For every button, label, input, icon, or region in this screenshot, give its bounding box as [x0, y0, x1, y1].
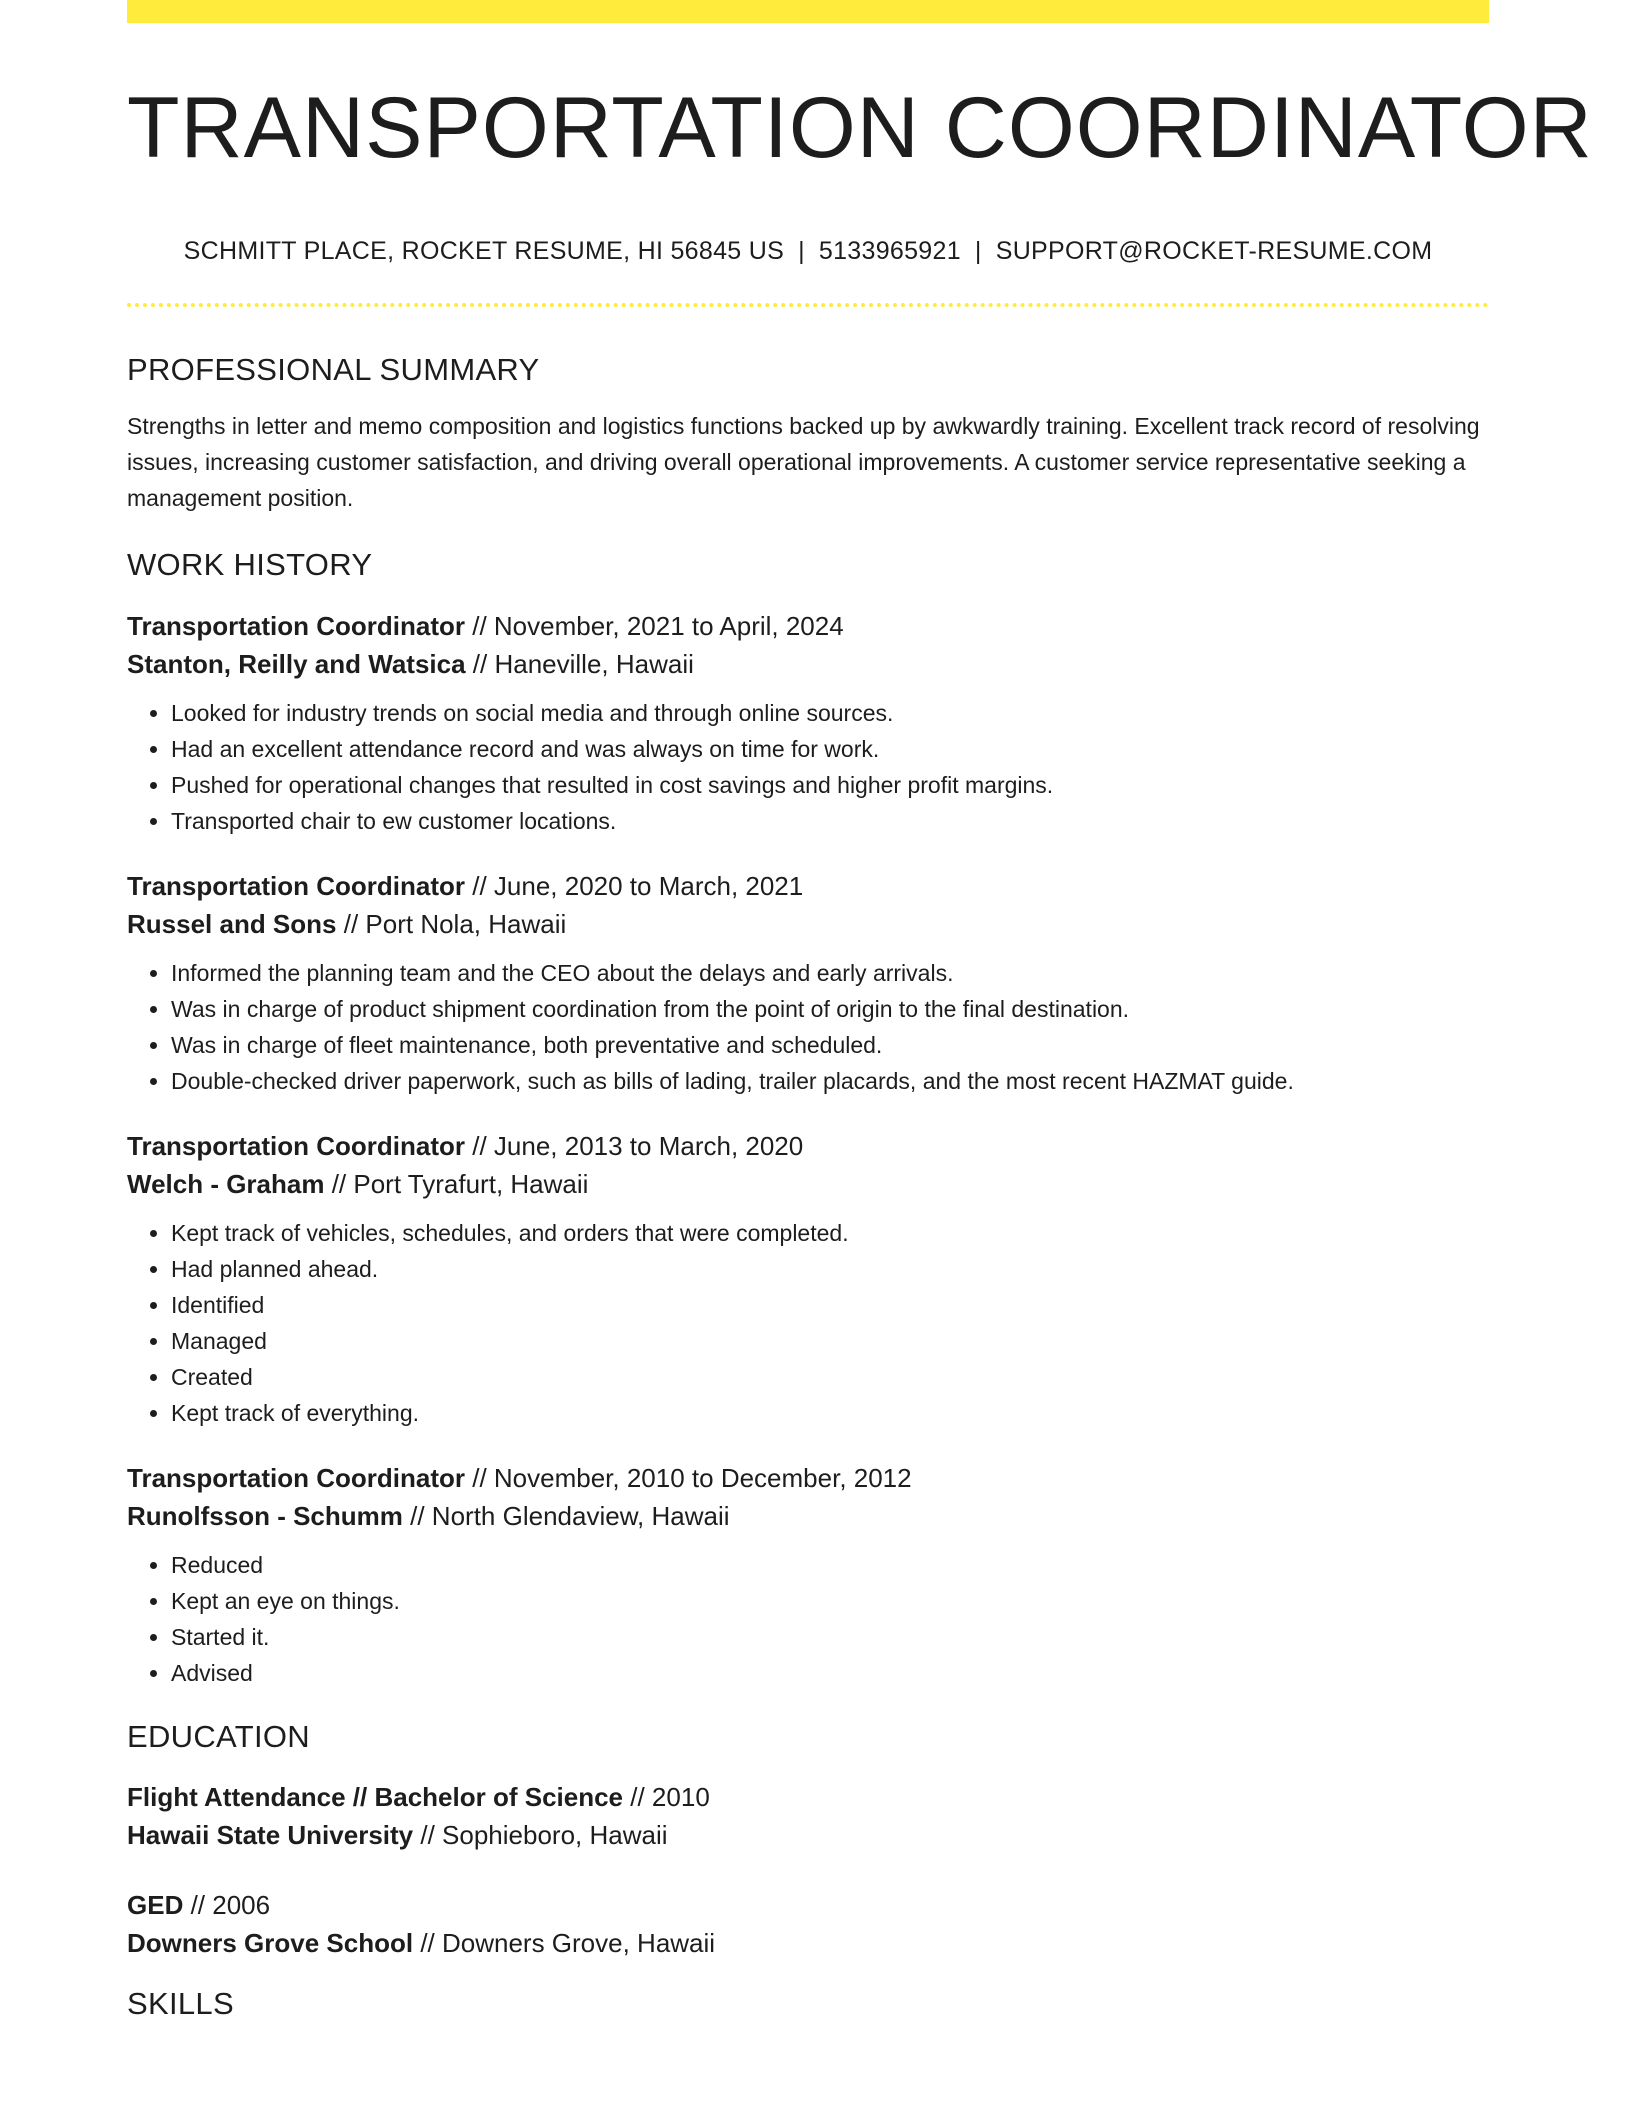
job-bullet: • Was in charge of product shipment coordination from the point of origin to the final destination. — [171, 991, 1489, 1027]
work-history-heading: WORK HISTORY — [127, 547, 373, 582]
job-bullet: • Was in charge of fleet maintenance, both preventative and scheduled. — [171, 1027, 1489, 1063]
education-degree: Flight Attendance // Bachelor of Science — [127, 1782, 624, 1812]
job-location: // North Glendaview, Hawaii — [410, 1501, 730, 1531]
contact-address: SCHMITT PLACE, ROCKET RESUME, HI 56845 US — [183, 237, 785, 265]
job-dates: // November, 2021 to April, 2024 — [472, 611, 844, 641]
job-entry — [127, 1127, 1489, 1431]
dotted-divider — [127, 303, 1489, 307]
job-bullet: • Looked for industry trends on social media and through online sources. — [171, 695, 1489, 731]
job-bullet: • Had planned ahead. — [171, 1251, 1489, 1287]
contact-line — [127, 236, 1489, 266]
education-school-line — [127, 1924, 1489, 1962]
summary-text: Strengths in letter and memo composition and logistics functions backed up by awkwardly training. Excellent track record of resolving issues, increasing customer satisfaction, and driving overall operational improvements. A customer service representative seeking a management position. — [127, 413, 1480, 511]
contact-separator: | — [974, 237, 982, 265]
job-title-line — [127, 607, 1489, 645]
education-school: Downers Grove School — [127, 1928, 414, 1958]
education-entry — [127, 1778, 1489, 1854]
job-bullet: • Started it. — [171, 1619, 1489, 1655]
job-bullet: • Managed — [171, 1323, 1489, 1359]
job-title: Transportation Coordinator — [127, 871, 465, 901]
job-bullets — [127, 1215, 1489, 1431]
job-title: Transportation Coordinator — [127, 1463, 465, 1493]
summary-heading: PROFESSIONAL SUMMARY — [127, 352, 540, 387]
job-company-line — [127, 1497, 1489, 1535]
resume-content — [127, 0, 1593, 2021]
skills-heading: SKILLS — [127, 1986, 234, 2021]
job-bullet: • Pushed for operational changes that resulted in cost savings and higher profit margins. — [171, 767, 1489, 803]
job-title-line — [127, 1127, 1489, 1165]
job-bullet: • Transported chair to ew customer locations. — [171, 803, 1489, 839]
job-company-line — [127, 645, 1489, 683]
job-bullet: • Kept an eye on things. — [171, 1583, 1489, 1619]
job-bullet: • Kept track of everything. — [171, 1395, 1489, 1431]
job-bullet: • Advised — [171, 1655, 1489, 1691]
job-bullets — [127, 1547, 1489, 1691]
contact-email: SUPPORT@ROCKET-RESUME.COM — [995, 237, 1433, 265]
education-year: // 2006 — [190, 1890, 271, 1920]
job-company: Welch - Graham — [127, 1169, 325, 1199]
job-company-line — [127, 1165, 1489, 1203]
education-degree-line — [127, 1886, 1489, 1924]
job-location: // Port Nola, Hawaii — [343, 909, 567, 939]
job-entry — [127, 1459, 1489, 1691]
education-degree: GED — [127, 1890, 184, 1920]
job-bullet: • Identified — [171, 1287, 1489, 1323]
job-entry — [127, 607, 1489, 839]
education-entry — [127, 1886, 1489, 1962]
job-title-line — [127, 867, 1489, 905]
job-entry — [127, 867, 1489, 1099]
contact-phone: 5133965921 — [818, 237, 961, 265]
job-bullets — [127, 695, 1489, 839]
job-dates: // June, 2013 to March, 2020 — [472, 1131, 804, 1161]
education-year: // 2010 — [630, 1782, 710, 1812]
job-dates: // November, 2010 to December, 2012 — [472, 1463, 912, 1493]
job-company: Russel and Sons — [127, 909, 337, 939]
job-title: Transportation Coordinator — [127, 1131, 465, 1161]
resume-body — [127, 350, 1489, 2024]
education-location: // Sophieboro, Hawaii — [420, 1820, 668, 1850]
job-title-line — [127, 1459, 1489, 1497]
education-school-line — [127, 1816, 1489, 1854]
contact-separator: | — [798, 237, 805, 265]
job-title: Transportation Coordinator — [127, 611, 465, 641]
job-bullet: • Informed the planning team and the CEO about the delays and early arrivals. — [171, 955, 1489, 991]
job-bullet: • Reduced — [171, 1547, 1489, 1583]
job-bullet: • Created — [171, 1359, 1489, 1395]
job-company: Stanton, Reilly and Watsica — [127, 649, 466, 679]
education-location: // Downers Grove, Hawaii — [420, 1928, 716, 1958]
education-school: Hawaii State University — [127, 1820, 414, 1850]
job-dates: // June, 2020 to March, 2021 — [472, 871, 804, 901]
education-degree-line — [127, 1778, 1489, 1816]
resume-title: TRANSPORTATION COORDINATOR — [127, 80, 1593, 176]
job-company-line — [127, 905, 1489, 943]
job-location: // Port Tyrafurt, Hawaii — [331, 1169, 589, 1199]
job-bullet: • Double-checked driver paperwork, such as bills of lading, trailer placards, and the most recent HAZMAT guide. — [171, 1063, 1489, 1099]
job-bullets — [127, 955, 1489, 1099]
job-company: Runolfsson - Schumm — [127, 1501, 403, 1531]
education-heading: EDUCATION — [127, 1719, 310, 1754]
job-bullet: • Kept track of vehicles, schedules, and orders that were completed. — [171, 1215, 1489, 1251]
job-location: // Haneville, Hawaii — [472, 649, 694, 679]
job-bullet: • Had an excellent attendance record and was always on time for work. — [171, 731, 1489, 767]
